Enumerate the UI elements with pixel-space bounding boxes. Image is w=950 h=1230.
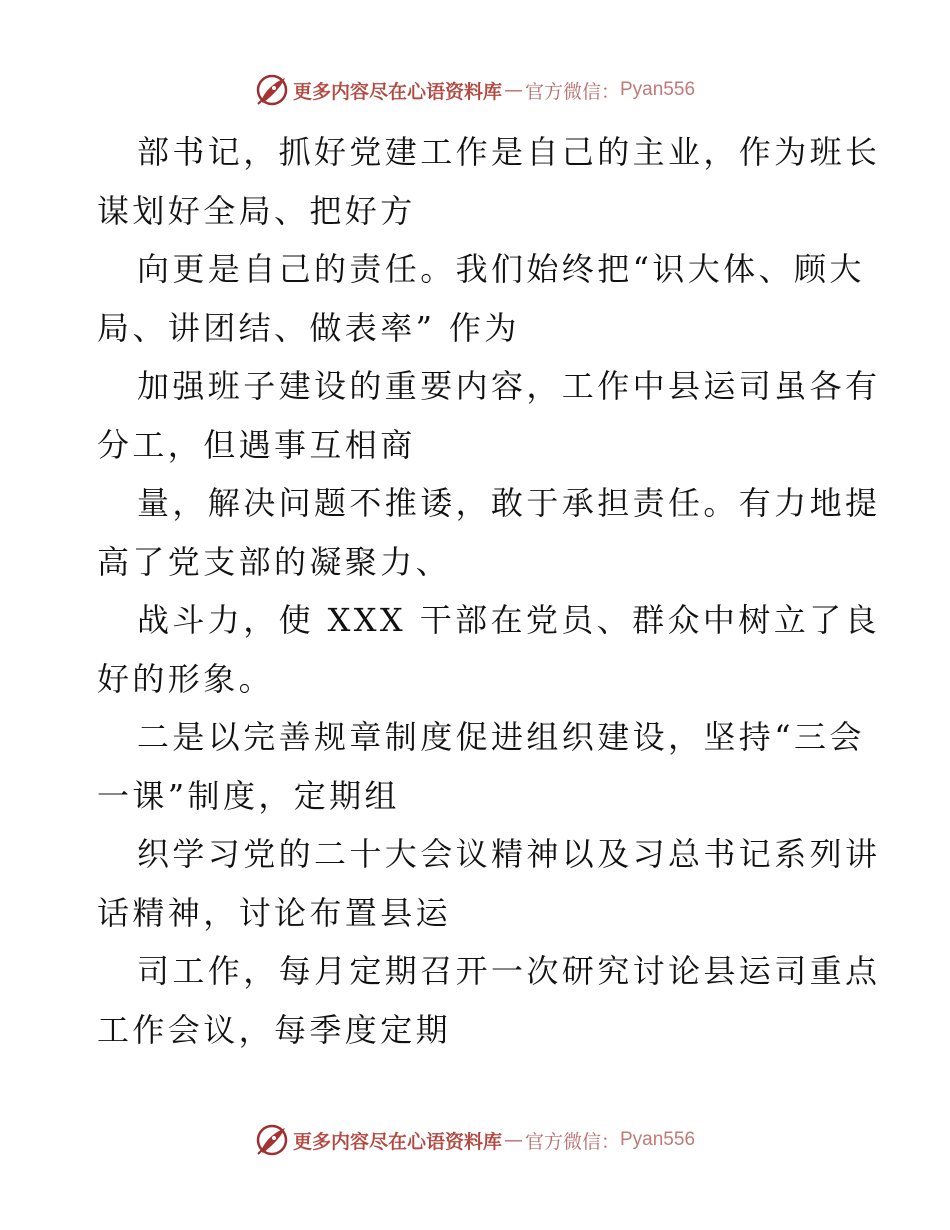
body-line: 部书记，抓好党建工作是自己的主业，作为班长 [137,133,881,171]
document-body [97,123,881,1059]
body-line: 一课”制度，定期组 [97,776,400,815]
footer-banner [0,1120,950,1160]
body-line: 二是以完善规章制度促进组织建设，坚持“三会 [137,718,865,756]
banner-separator: — [503,79,523,101]
brand-text: 更多内容尽在心语资料库 [292,80,502,103]
body-line: 向更是自己的责任。我们始终把“识大体、顾大 [137,250,865,288]
body-line: 分工，但遇事互相商 [97,425,416,464]
pen-nib-logo-icon [255,1123,289,1157]
body-line: 高了党支部的凝聚力、 [97,542,452,581]
body-line: 量，解决问题不推诿，敢于承担责任。有力地提 [137,484,881,522]
body-line: 战斗力，使 XXX 干部在党员、群众中树立了良 [137,601,880,639]
body-line: 加强班子建设的重要内容，工作中县运司虽各有 [137,367,881,405]
wechat-id: Pyan556 [620,1129,696,1150]
body-line: 司工作，每月定期召开一次研究讨论县运司重点 [137,952,881,990]
pen-nib-logo-icon [255,73,289,107]
wechat-id: Pyan556 [620,79,696,100]
body-line: 话精神，讨论布置县运 [97,893,452,932]
wechat-label: 官方微信： [524,80,620,103]
body-line: 工作会议，每季度定期 [97,1010,452,1049]
body-line: 局、讲团结、做表率” 作为 [97,308,520,347]
body-line: 谋划好全局、把好方 [97,191,416,230]
body-line: 好的形象。 [97,659,275,698]
brand-text: 更多内容尽在心语资料库 [292,1130,502,1153]
banner-separator: — [503,1129,523,1151]
wechat-label: 官方微信： [524,1130,620,1153]
header-banner [0,70,950,110]
body-line: 织学习党的二十大会议精神以及习总书记系列讲 [137,835,881,873]
